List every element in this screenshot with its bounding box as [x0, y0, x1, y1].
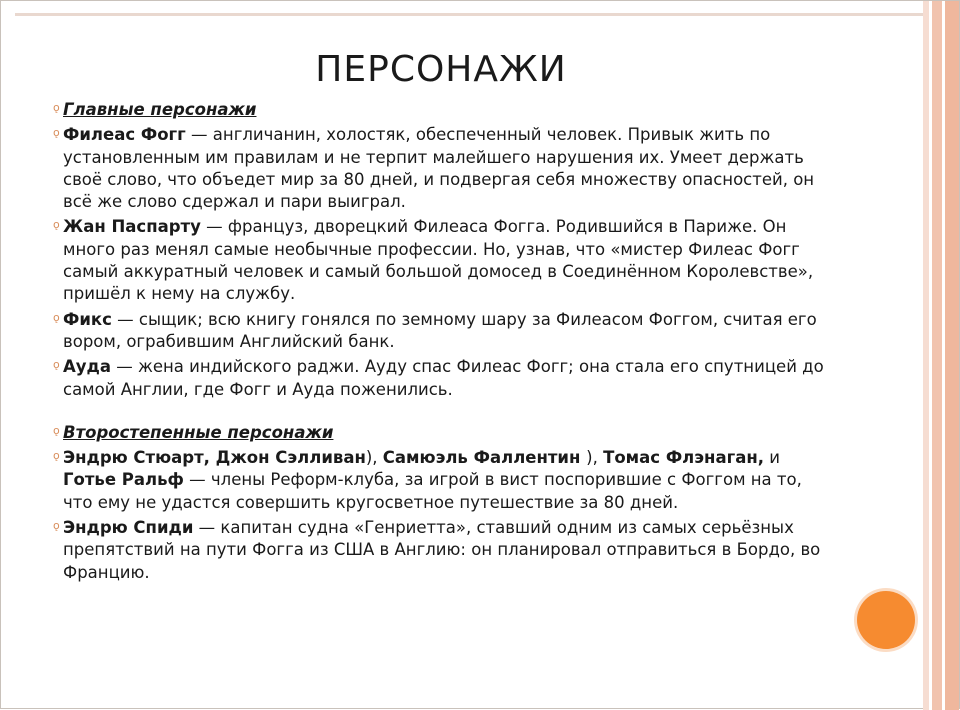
bullet-icon: ǫ [53, 101, 60, 114]
list-item [53, 124, 833, 213]
bullet-icon: ǫ [53, 423, 60, 437]
list-item [53, 356, 833, 401]
character-description: — капитан судна «Генриетта», ставший одним из самых серьёзных препятствий на пути Фогга из США в Англию: он планировал отправиться в Бордо, во Францию. [63, 518, 821, 582]
character-name: Томас Флэнаган, [603, 448, 765, 468]
section-heading-main [53, 99, 833, 121]
bullet-icon: ǫ [53, 519, 60, 533]
character-name: Эндрю Стюарт, Джон Сэлливан [63, 448, 366, 468]
bullet-icon: ǫ [53, 358, 60, 372]
bullet-icon: ǫ [53, 218, 60, 232]
separator-text: ), [365, 448, 383, 468]
stripe-medium [932, 1, 942, 710]
separator-text: ), [586, 448, 604, 468]
character-description: — англичанин, холостяк, обеспеченный человек. Привык жить по установленным им правилам и не терпит малейшего нарушения их. Умеет держать своё слово, что объедет мир за 80 дней, и подвергая себя множеству опасностей, он всё же слово сдержал и пари выиграл. [63, 125, 815, 212]
secondary-characters-heading: Второстепенные персонажи [63, 422, 334, 442]
bullet-icon: ǫ [53, 310, 60, 324]
bullet-icon: ǫ [53, 449, 60, 463]
character-description: — сыщик; всю книгу гонялся по земному шару за Филеасом Фоггом, считая его вором, ограбившим Английский банк. [63, 309, 817, 351]
character-name: Готье Ральф [63, 470, 184, 490]
section-heading-secondary [53, 422, 833, 444]
separator-text: и [764, 448, 780, 468]
character-name: Жан Паспарту [63, 217, 201, 237]
bullet-icon: ǫ [53, 126, 60, 140]
character-name: Ауда [63, 357, 111, 377]
character-name: Фикс [63, 309, 112, 329]
page-title: ПЕРСОНАЖИ [315, 49, 567, 90]
section-spacer [53, 404, 833, 422]
slide-content [53, 99, 833, 587]
character-description: — жена индийского раджи. Ауду спас Филеас Фогг; она стала его спутницей до самой Англии, где Фогг и Ауда поженились. [63, 357, 824, 399]
stripe-dark [945, 1, 959, 710]
list-item [53, 517, 833, 584]
list-item [53, 447, 833, 514]
list-item [53, 216, 833, 305]
decorative-stripes [923, 1, 959, 710]
top-border-line [15, 13, 925, 16]
orange-circle-decoration [857, 591, 915, 649]
character-description: — француз, дворецкий Филеаса Фогга. Родившийся в Париже. Он много раз менял самые необычные профессии. Но, узнав, что «мистер Филеас Фогг самый аккуратный человек и самый большой домосед в Соединённом Королевстве», пришёл к нему на службу. [63, 217, 814, 304]
list-item [53, 309, 833, 354]
character-description: — члены Реформ-клуба, за игрой в вист поспорившие с Фоггом на то, что ему не удастся совершить кругосветное путешествие за 80 дней. [63, 470, 802, 512]
character-name: Филеас Фогг [63, 125, 186, 145]
main-characters-heading: Главные персонажи [63, 100, 257, 119]
character-name: Самюэль Фаллентин [382, 448, 587, 468]
character-name: Эндрю Спиди [63, 518, 194, 538]
